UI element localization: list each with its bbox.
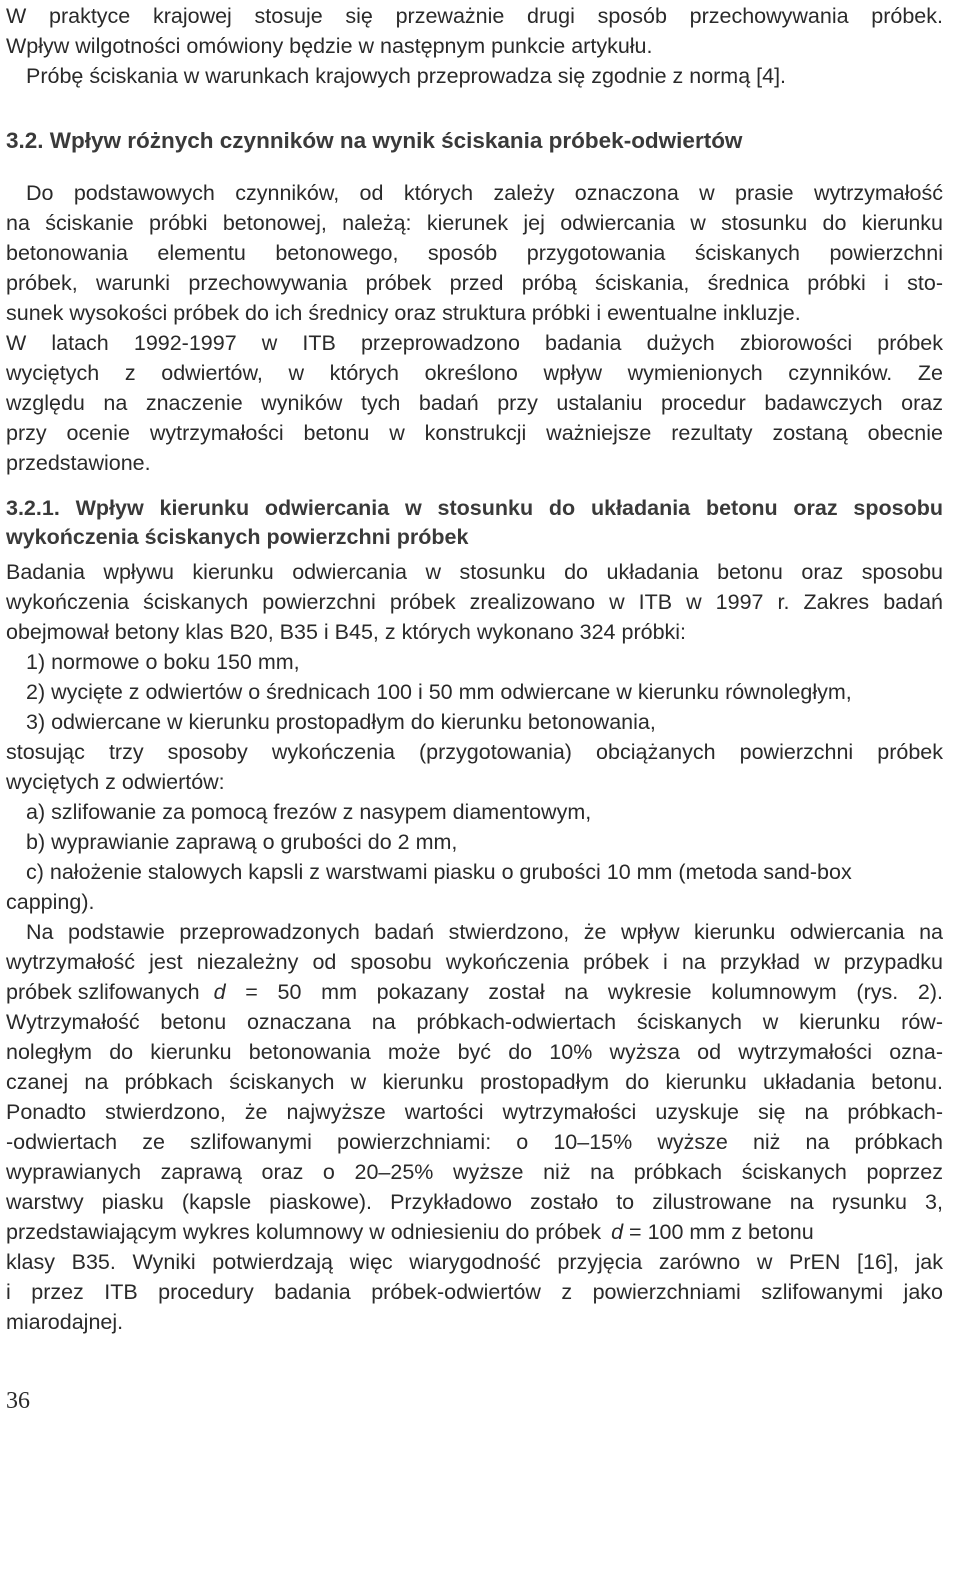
text-line: [6, 1222, 943, 1244]
list-item: 3) odwiercane w kierunku prostopadłym do kierunku betonowania,: [26, 710, 656, 734]
text-line: wyprawianych zaprawą oraz o 20–25% wyższe niż na próbkach ściskanych poprzez: [6, 1160, 943, 1184]
text-line: przedstawione.: [6, 451, 151, 475]
math-variable: d: [611, 1220, 624, 1244]
text-line: betonowania elementu betonowego, sposób przygotowania ściskanych powierzchni: [6, 241, 943, 265]
text-line: Do podstawowych czynników, od których zależy oznaczona w prasie wytrzymałość: [26, 181, 943, 205]
math-variable: d: [213, 980, 226, 1004]
text-line: W latach 1992-1997 w ITB przeprowadzono badania dużych zbiorowości próbek: [6, 331, 943, 355]
text-line: stosując trzy sposoby wykończenia (przygotowania) obciążanych powierzchni próbek: [6, 740, 943, 764]
subsection-heading: wykończenia ściskanych powierzchni próbek: [6, 525, 469, 549]
list-item: c) nałożenie stalowych kapsli z warstwami piasku o grubości 10 mm (metoda sand-box: [26, 860, 852, 884]
text-line: warstwy piasku (kapsle piaskowe). Przykładowo zostało to zilustrowane na rysunku 3,: [6, 1190, 943, 1214]
text-line: próbek, warunki przechowywania próbek przed próbą ściskania, średnica próbki i sto-: [6, 271, 943, 295]
text-line: capping).: [6, 890, 95, 914]
text-line: Ponadto stwierdzono, że najwyższe wartości wytrzymałości uzyskuje się na próbkach-: [6, 1100, 943, 1124]
text-line: na ściskanie próbki betonowej, należą: kierunek jej odwiercania w stosunku do kierunku: [6, 211, 943, 235]
text-span: = 50 mm pokazany został na wykresie kolumnowym (rys. 2).: [225, 980, 943, 1004]
text-line: klasy B35. Wyniki potwierdzają więc wiarygodność przyjęcia zarówno w PrEN [16], jak: [6, 1250, 943, 1274]
text-line: W praktyce krajowej stosuje się przeważnie drugi sposób przechowywania próbek.: [6, 4, 943, 28]
text-line: Wytrzymałość betonu oznaczana na próbkach-odwiertach ściskanych w kierunku rów-: [6, 1010, 943, 1034]
text-line: wytrzymałość jest niezależny od sposobu wykończenia próbek i na przykład w przypadku: [6, 950, 943, 974]
text-span: przedstawiającym wykres kolumnowy w odniesieniu do próbek: [6, 1220, 602, 1244]
text-line: przy ocenie wytrzymałości betonu w konstrukcji ważniejsze rezultaty zostaną obecnie: [6, 421, 943, 445]
text-line: i przez ITB procedury badania próbek-odwiertów z powierzchniami szlifowanymi jako: [6, 1280, 943, 1304]
text-line: Próbę ściskania w warunkach krajowych przeprowadza się zgodnie z normą [4].: [26, 64, 787, 88]
text-line: czanej na próbkach ściskanych w kierunku prostopadłym do kierunku układania betonu.: [6, 1070, 943, 1094]
text-line: miarodajnej.: [6, 1310, 124, 1334]
text-line: sunek wysokości próbek do ich średnicy oraz struktura próbki i ewentualne inkluzje.: [6, 301, 801, 325]
list-item: a) szlifowanie za pomocą frezów z nasypem diamentowym,: [26, 800, 592, 824]
text-line: noległym do kierunku betonowania może być do 10% wyższa od wytrzymałości ozna-: [6, 1040, 943, 1064]
list-item: 1) normowe o boku 150 mm,: [26, 650, 300, 674]
text-line: Na podstawie przeprowadzonych badań stwierdzono, że wpływ kierunku odwiercania na: [26, 920, 943, 944]
text-line: wyciętych z odwiertów, w których określono wpływ wymienionych czynników. Ze: [6, 361, 943, 385]
text-line: wykończenia ściskanych powierzchni próbek zrealizowano w ITB w 1997 r. Zakres badań: [6, 590, 943, 614]
text-line: Wpływ wilgotności omówiony będzie w następnym punkcie artykułu.: [6, 34, 653, 58]
list-item: b) wyprawianie zaprawą o grubości do 2 mm,: [26, 830, 458, 854]
text-line: obejmował betony klas B20, B35 i B45, z których wykonano 324 próbki:: [6, 620, 687, 644]
text-span: próbek szlifowanych: [6, 980, 200, 1004]
page-number: 36: [6, 1388, 30, 1414]
section-heading: 3.2. Wpływ różnych czynników na wynik ściskania próbek-odwiertów: [6, 128, 743, 153]
text-line: Badania wpływu kierunku odwiercania w stosunku do układania betonu oraz sposobu: [6, 560, 943, 584]
text-span: = 100 mm z betonu: [623, 1220, 814, 1244]
list-item: 2) wycięte z odwiertów o średnicach 100 i 50 mm odwiercane w kierunku równoległym,: [26, 680, 852, 704]
text-line: względu na znaczenie wyników tych badań przy ustalaniu procedur badawczych oraz: [6, 391, 943, 415]
text-line: [6, 982, 943, 1004]
subsection-heading: 3.2.1. Wpływ kierunku odwiercania w stosunku do układania betonu oraz sposobu: [6, 496, 943, 520]
text-line: wyciętych z odwiertów:: [6, 770, 225, 794]
text-line: -odwiertach ze szlifowanymi powierzchniami: o 10–15% wyższe niż na próbkach: [6, 1130, 943, 1154]
